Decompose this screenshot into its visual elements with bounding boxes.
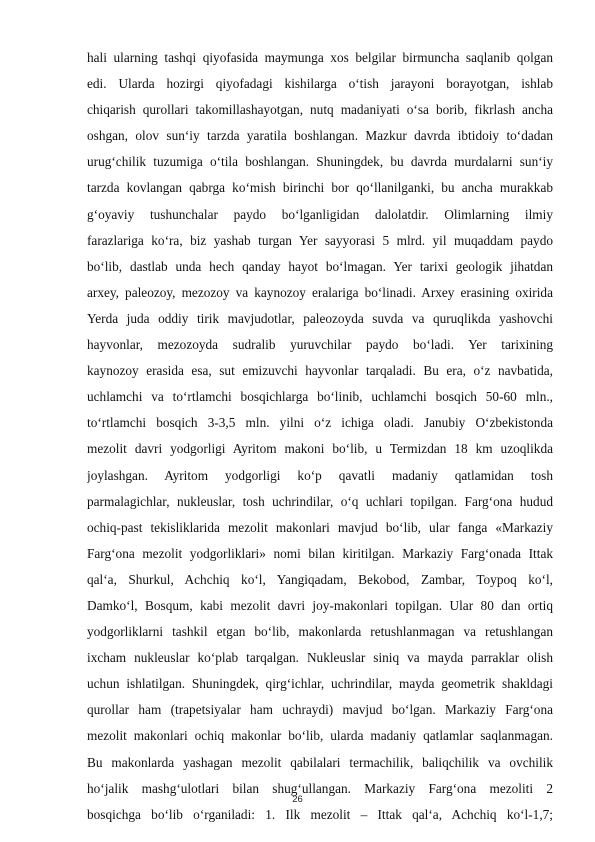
body-text (87, 45, 553, 828)
text-line: oshgan, olov sun‘iy tarzda yaratila boshlangan. Mazkur davrda ibtidoiy to‘dadan (87, 128, 553, 144)
text-line: edi. Ularda hozirgi qiyofadagi kishilarga o‘tish jarayoni borayotgan, ishlab (87, 76, 553, 92)
text-line: Bu makonlarda yashagan mezolit qabilalari termachilik, baliqchilik va ovchilik (87, 754, 553, 770)
text-line: hayvonlar, mezozoyda sudralib yuruvchilar paydo bo‘ladi. Yer tarixining (87, 337, 553, 353)
text-line: to‘rtlamchi bosqich 3-3,5 mln. yilni o‘z ichiga oladi. Janubiy O‘zbekistonda (87, 415, 553, 431)
text-line: parmalagichlar, nukleuslar, tosh uchrindilar, o‘q uchlari topilgan. Farg‘ona hudud (87, 493, 553, 509)
text-line: yodgorliklarni tashkil etgan bo‘lib, makonlarda retushlanmagan va retushlangan (87, 624, 553, 640)
text-line: joylashgan. Ayritom yodgorligi ko‘p qavatli madaniy qatlamidan tosh (87, 467, 553, 483)
text-line: ho‘jalik mashg‘ulotlari bilan shug‘ullangan. Markaziy Farg‘ona mezoliti 2 (87, 780, 553, 796)
text-line: qurollar ham (trapetsiyalar ham uchraydi) mavjud bo‘lgan. Markaziy Farg‘ona (87, 702, 553, 718)
text-line: hali ularning tashqi qiyofasida maymunga xos belgilar birmuncha saqlanib qolgan (87, 50, 553, 65)
text-line: Farg‘ona mezolit yodgorliklari» nomi bilan kiritilgan. Markaziy Farg‘onada Ittak (87, 545, 553, 561)
text-line: bosqichga bo‘lib o‘rganiladi: 1. Ilk mezolit – Ittak qal‘a, Achchiq ko‘l-1,7; (87, 806, 553, 822)
text-line: mezolit davri yodgorligi Ayritom makoni bo‘lib, u Termizdan 18 km uzoqlikda (87, 441, 553, 457)
text-line: g‘oyaviy tushunchalar paydo bo‘lganligidan dalolatdir. Olimlarning ilmiy (87, 206, 553, 222)
text-line: arxey, paleozoy, mezozoy va kaynozoy eralariga bo‘linadi. Arxey erasining oxirida (87, 284, 553, 300)
text-line: farazlariga ko‘ra, biz yashab turgan Yer sayyorasi 5 mlrd. yil muqaddam paydo (87, 232, 553, 248)
page-number: 26 (292, 794, 303, 805)
text-line: qal‘a, Shurkul, Achchiq ko‘l, Yangiqadam, Bekobod, Zambar, Toypoq ko‘l, (87, 571, 553, 587)
text-line: Damko‘l, Bosqum, kabi mezolit davri joy-makonlari topilgan. Ular 80 dan ortiq (87, 597, 553, 613)
text-line: mezolit makonlari ochiq makonlar bo‘lib, ularda madaniy qatlamlar saqlanmagan. (87, 728, 553, 744)
text-line: chiqarish qurollari takomillashayotgan, nutq madaniyati o‘sa borib, fikrlash ancha (87, 102, 553, 118)
text-line: urug‘chilik tuzumiga o‘tila boshlangan. Shuningdek, bu davrda murdalarni sun‘iy (87, 154, 553, 170)
text-line: Yerda juda oddiy tirik mavjudotlar, paleozoyda suvda va quruqlikda yashovchi (87, 310, 553, 326)
text-line: uchlamchi va to‘rtlamchi bosqichlarga bo‘linib, uchlamchi bosqich 50-60 mln., (87, 389, 553, 405)
text-line: bo‘lib, dastlab unda hech qanday hayot bo‘lmagan. Yer tarixi geologik jihatdan (87, 258, 553, 274)
text-line: tarzda kovlangan qabrga ko‘mish birinchi bor qo‘llanilganki, bu ancha murakkab (87, 180, 553, 196)
text-line: kaynozoy erasida esa, sut emizuvchi hayvonlar tarqaladi. Bu era, o‘z navbatida, (87, 363, 553, 379)
text-line: ixcham nukleuslar ko‘plab tarqalgan. Nukleuslar siniq va mayda parraklar olish (87, 650, 553, 666)
text-line: ochiq-past tekisliklarida mezolit makonlari mavjud bo‘lib, ular fanga «Markaziy (87, 519, 553, 535)
text-line: uchun ishlatilgan. Shuningdek, qirg‘ichlar, uchrindilar, mayda geometrik shakldagi (87, 676, 553, 692)
